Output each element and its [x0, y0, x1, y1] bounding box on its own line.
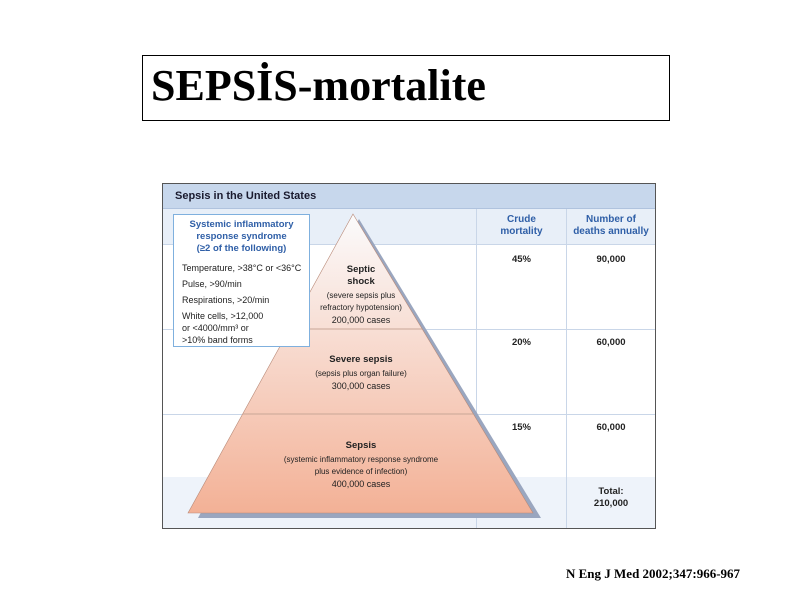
tier-sepsis-desc-line2: plus evidence of infection): [314, 467, 408, 476]
deaths-severe-sepsis: 60,000: [596, 337, 626, 348]
mortality-sepsis: 15%: [511, 422, 531, 433]
tier-severe-sepsis-name: Severe sepsis: [329, 354, 393, 365]
crude-mortality-header-line1: Crude: [507, 214, 536, 225]
tier-septic-shock: [293, 264, 429, 326]
deaths-sepsis: 60,000: [596, 422, 626, 433]
tier-sepsis-name: Sepsis: [345, 440, 377, 451]
tier-sepsis-cases: 400,000 cases: [331, 479, 391, 489]
tier-septic-shock-name-line1: Septic: [346, 264, 376, 275]
tier-severe-sepsis-cases: 300,000 cases: [331, 381, 391, 391]
sirs-criterion-temperature: Temperature, >38°C or <36°C: [182, 263, 302, 273]
total-deaths-value: 210,000: [593, 498, 629, 509]
figure-header-title: Sepsis in the United States: [175, 190, 317, 202]
tier-septic-shock-desc-line2: refractory hypotension): [320, 303, 402, 312]
deaths-septic-shock: 90,000: [596, 254, 626, 265]
sirs-criterion-white-cells-cont: or <4000/mm³ or: [182, 323, 249, 333]
mortality-septic-shock: 45%: [511, 254, 531, 265]
total-deaths: [567, 486, 655, 510]
crude-mortality-header-line2: mortality: [500, 226, 543, 237]
sirs-criterion-respirations: Respirations, >20/min: [182, 295, 270, 305]
sepsis-figure: [162, 183, 656, 529]
slide-title: SEPSİS-mortalite: [151, 61, 486, 110]
deaths-annually-header-line1: Number of: [586, 214, 636, 225]
tier-septic-shock-cases: 200,000 cases: [331, 315, 391, 325]
citation: N Eng J Med 2002;347:966-967: [566, 566, 741, 581]
title-box: [142, 55, 670, 121]
tier-sepsis: [253, 440, 469, 490]
sirs-criterion-band-forms: >10% band forms: [182, 335, 253, 345]
sirs-title-line1: Systemic inflammatory: [189, 219, 294, 230]
tier-sepsis-desc-line1: (systemic inflammatory response syndrome: [283, 455, 439, 464]
sirs-criterion-pulse: Pulse, >90/min: [182, 279, 242, 289]
sirs-box: [173, 214, 310, 347]
tier-severe-sepsis: [273, 354, 449, 392]
mortality-severe-sepsis: 20%: [511, 337, 531, 348]
deaths-annually-header-line2: deaths annually: [573, 226, 649, 237]
tier-severe-sepsis-desc: (sepsis plus organ failure): [315, 369, 407, 378]
sirs-title-line3: (≥2 of the following): [196, 243, 287, 254]
tier-septic-shock-name-line2: shock: [347, 276, 375, 287]
sirs-title: [174, 219, 309, 255]
sirs-criterion-white-cells: White cells, >12,000: [182, 311, 264, 321]
sirs-title-line2: response syndrome: [196, 231, 287, 242]
tier-septic-shock-desc-line1: (severe sepsis plus: [326, 291, 396, 300]
total-deaths-label: Total:: [598, 486, 624, 497]
